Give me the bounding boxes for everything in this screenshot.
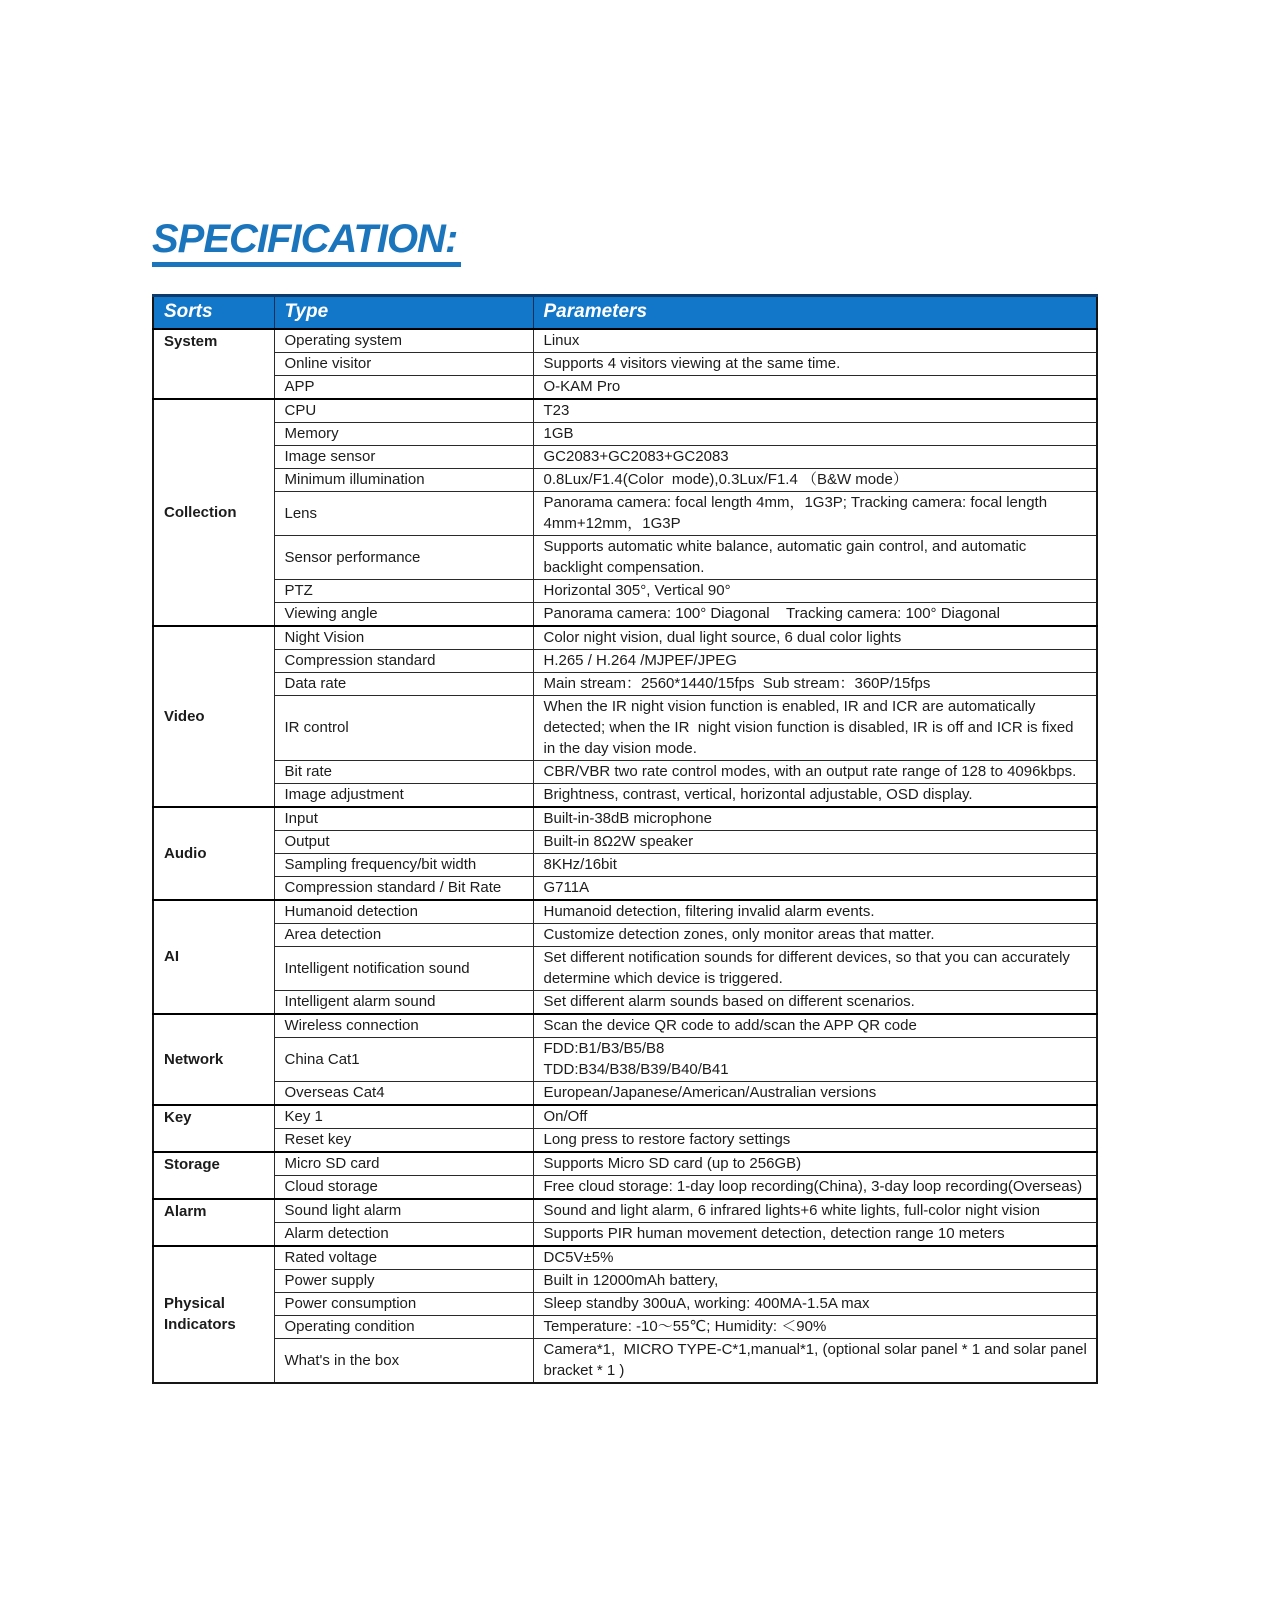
type-cell: Reset key: [274, 1129, 533, 1153]
param-cell: When the IR night vision function is enabled, IR and ICR are automatically detected; when the IR night vision function is disabled, IR is off and ICR is fixed in the day vision mode.: [533, 696, 1097, 761]
table-row: [153, 650, 1097, 673]
type-cell: Minimum illumination: [274, 469, 533, 492]
type-cell: Key 1: [274, 1105, 533, 1129]
param-cell: Panorama camera: focal length 4mm，1G3P; Tracking camera: focal length 4mm+12mm，1G3P: [533, 492, 1097, 536]
type-cell: Overseas Cat4: [274, 1082, 533, 1106]
spec-table-body: [153, 329, 1097, 1383]
type-cell: Image adjustment: [274, 784, 533, 808]
table-row: [153, 492, 1097, 536]
column-header-parameters: Parameters: [533, 296, 1097, 330]
table-row: [153, 536, 1097, 580]
table-row: [153, 761, 1097, 784]
section-label: Alarm: [153, 1199, 274, 1246]
param-cell: Humanoid detection, filtering invalid alarm events.: [533, 900, 1097, 924]
column-header-type: Type: [274, 296, 533, 330]
param-cell: Supports PIR human movement detection, detection range 10 meters: [533, 1223, 1097, 1247]
type-cell: Input: [274, 807, 533, 831]
table-row: [153, 1339, 1097, 1384]
table-row: [153, 1152, 1097, 1176]
table-row: [153, 1316, 1097, 1339]
param-cell: Set different notification sounds for different devices, so that you can accurately determine which device is triggered.: [533, 947, 1097, 991]
table-header-row: [153, 296, 1097, 330]
section-label: Physical Indicators: [153, 1246, 274, 1383]
type-cell: China Cat1: [274, 1038, 533, 1082]
table-row: [153, 580, 1097, 603]
type-cell: Viewing angle: [274, 603, 533, 627]
table-row: [153, 1246, 1097, 1270]
param-cell: 8KHz/16bit: [533, 854, 1097, 877]
table-row: [153, 329, 1097, 353]
param-cell: Built-in-38dB microphone: [533, 807, 1097, 831]
param-cell: On/Off: [533, 1105, 1097, 1129]
type-cell: Sampling frequency/bit width: [274, 854, 533, 877]
section-label: Audio: [153, 807, 274, 900]
param-cell: Built-in 8Ω2W speaker: [533, 831, 1097, 854]
table-row: [153, 807, 1097, 831]
table-row: [153, 1176, 1097, 1200]
param-cell: Supports Micro SD card (up to 256GB): [533, 1152, 1097, 1176]
table-row: [153, 947, 1097, 991]
type-cell: Cloud storage: [274, 1176, 533, 1200]
table-row: [153, 1293, 1097, 1316]
param-cell: CBR/VBR two rate control modes, with an output rate range of 128 to 4096kbps.: [533, 761, 1097, 784]
type-cell: Intelligent alarm sound: [274, 991, 533, 1015]
param-cell: [533, 1038, 1097, 1082]
section-label: Key: [153, 1105, 274, 1152]
type-cell: What's in the box: [274, 1339, 533, 1384]
type-cell: Lens: [274, 492, 533, 536]
type-cell: Image sensor: [274, 446, 533, 469]
table-row: [153, 673, 1097, 696]
table-row: [153, 353, 1097, 376]
table-row: [153, 446, 1097, 469]
table-row: [153, 1105, 1097, 1129]
type-cell: Area detection: [274, 924, 533, 947]
type-cell: Night Vision: [274, 626, 533, 650]
table-row: [153, 399, 1097, 423]
type-cell: Micro SD card: [274, 1152, 533, 1176]
param-cell: Linux: [533, 329, 1097, 353]
specification-table: [152, 294, 1098, 1384]
table-row: [153, 469, 1097, 492]
type-cell: Alarm detection: [274, 1223, 533, 1247]
param-cell: Brightness, contrast, vertical, horizontal adjustable, OSD display.: [533, 784, 1097, 808]
param-cell: Horizontal 305°, Vertical 90°: [533, 580, 1097, 603]
param-cell: European/Japanese/American/Australian versions: [533, 1082, 1097, 1106]
param-cell: Main stream：2560*1440/15fps Sub stream：360P/15fps: [533, 673, 1097, 696]
param-cell: Temperature: -10～55℃; Humidity: ＜90%: [533, 1316, 1097, 1339]
type-cell: Operating system: [274, 329, 533, 353]
table-row: [153, 877, 1097, 901]
table-row: [153, 1199, 1097, 1223]
section-label: AI: [153, 900, 274, 1014]
type-cell: Power supply: [274, 1270, 533, 1293]
param-cell: 0.8Lux/F1.4(Color mode),0.3Lux/F1.4 （B&W mode）: [533, 469, 1097, 492]
type-cell: Sound light alarm: [274, 1199, 533, 1223]
type-cell: Operating condition: [274, 1316, 533, 1339]
type-cell: Wireless connection: [274, 1014, 533, 1038]
section-label: System: [153, 329, 274, 399]
param-cell: Camera*1, MICRO TYPE-C*1,manual*1, (optional solar panel * 1 and solar panel bracket * 1 ): [533, 1339, 1097, 1384]
param-cell: Color night vision, dual light source, 6 dual color lights: [533, 626, 1097, 650]
document-page: [152, 218, 1096, 1384]
param-cell: H.265 / H.264 /MJPEF/JPEG: [533, 650, 1097, 673]
table-row: [153, 784, 1097, 808]
column-header-sorts: Sorts: [153, 296, 274, 330]
type-cell: Rated voltage: [274, 1246, 533, 1270]
type-cell: Memory: [274, 423, 533, 446]
param-cell: Sleep standby 300uA, working: 400MA-1.5A max: [533, 1293, 1097, 1316]
table-row: [153, 1082, 1097, 1106]
table-row: [153, 924, 1097, 947]
table-row: [153, 1270, 1097, 1293]
param-cell: Built in 12000mAh battery,: [533, 1270, 1097, 1293]
type-cell: Power consumption: [274, 1293, 533, 1316]
type-cell: Output: [274, 831, 533, 854]
param-cell: Customize detection zones, only monitor areas that matter.: [533, 924, 1097, 947]
table-row: [153, 376, 1097, 400]
type-cell: APP: [274, 376, 533, 400]
type-cell: Bit rate: [274, 761, 533, 784]
param-cell: GC2083+GC2083+GC2083: [533, 446, 1097, 469]
param-cell: O-KAM Pro: [533, 376, 1097, 400]
table-row: [153, 626, 1097, 650]
param-cell: Sound and light alarm, 6 infrared lights+6 white lights, full-color night vision: [533, 1199, 1097, 1223]
type-cell: Online visitor: [274, 353, 533, 376]
section-label: Video: [153, 626, 274, 807]
page-title: SPECIFICATION:: [152, 218, 461, 267]
param-cell: 1GB: [533, 423, 1097, 446]
param-line: FDD:B1/B3/B5/B8: [543, 1040, 665, 1057]
type-cell: Compression standard / Bit Rate: [274, 877, 533, 901]
section-label: Network: [153, 1014, 274, 1105]
param-cell: Supports 4 visitors viewing at the same time.: [533, 353, 1097, 376]
param-cell: Supports automatic white balance, automatic gain control, and automatic backlight compensation.: [533, 536, 1097, 580]
table-row: [153, 696, 1097, 761]
param-cell: Free cloud storage: 1-day loop recording(China), 3-day loop recording(Overseas): [533, 1176, 1097, 1200]
type-cell: CPU: [274, 399, 533, 423]
type-cell: Data rate: [274, 673, 533, 696]
param-cell: T23: [533, 399, 1097, 423]
type-cell: Intelligent notification sound: [274, 947, 533, 991]
param-line: TDD:B34/B38/B39/B40/B41: [543, 1061, 729, 1078]
type-cell: Humanoid detection: [274, 900, 533, 924]
param-cell: Long press to restore factory settings: [533, 1129, 1097, 1153]
section-label: Storage: [153, 1152, 274, 1199]
table-row: [153, 900, 1097, 924]
table-row: [153, 1223, 1097, 1247]
param-cell: Panorama camera: 100° Diagonal Tracking camera: 100° Diagonal: [533, 603, 1097, 627]
param-cell: Scan the device QR code to add/scan the APP QR code: [533, 1014, 1097, 1038]
table-row: [153, 991, 1097, 1015]
type-cell: PTZ: [274, 580, 533, 603]
table-row: [153, 423, 1097, 446]
table-row: [153, 831, 1097, 854]
type-cell: IR control: [274, 696, 533, 761]
table-row: [153, 854, 1097, 877]
param-cell: Set different alarm sounds based on different scenarios.: [533, 991, 1097, 1015]
type-cell: Compression standard: [274, 650, 533, 673]
param-cell: DC5V±5%: [533, 1246, 1097, 1270]
table-row: [153, 1129, 1097, 1153]
table-row: [153, 1038, 1097, 1082]
type-cell: Sensor performance: [274, 536, 533, 580]
section-label: Collection: [153, 399, 274, 626]
param-cell: G711A: [533, 877, 1097, 901]
table-row: [153, 1014, 1097, 1038]
table-row: [153, 603, 1097, 627]
